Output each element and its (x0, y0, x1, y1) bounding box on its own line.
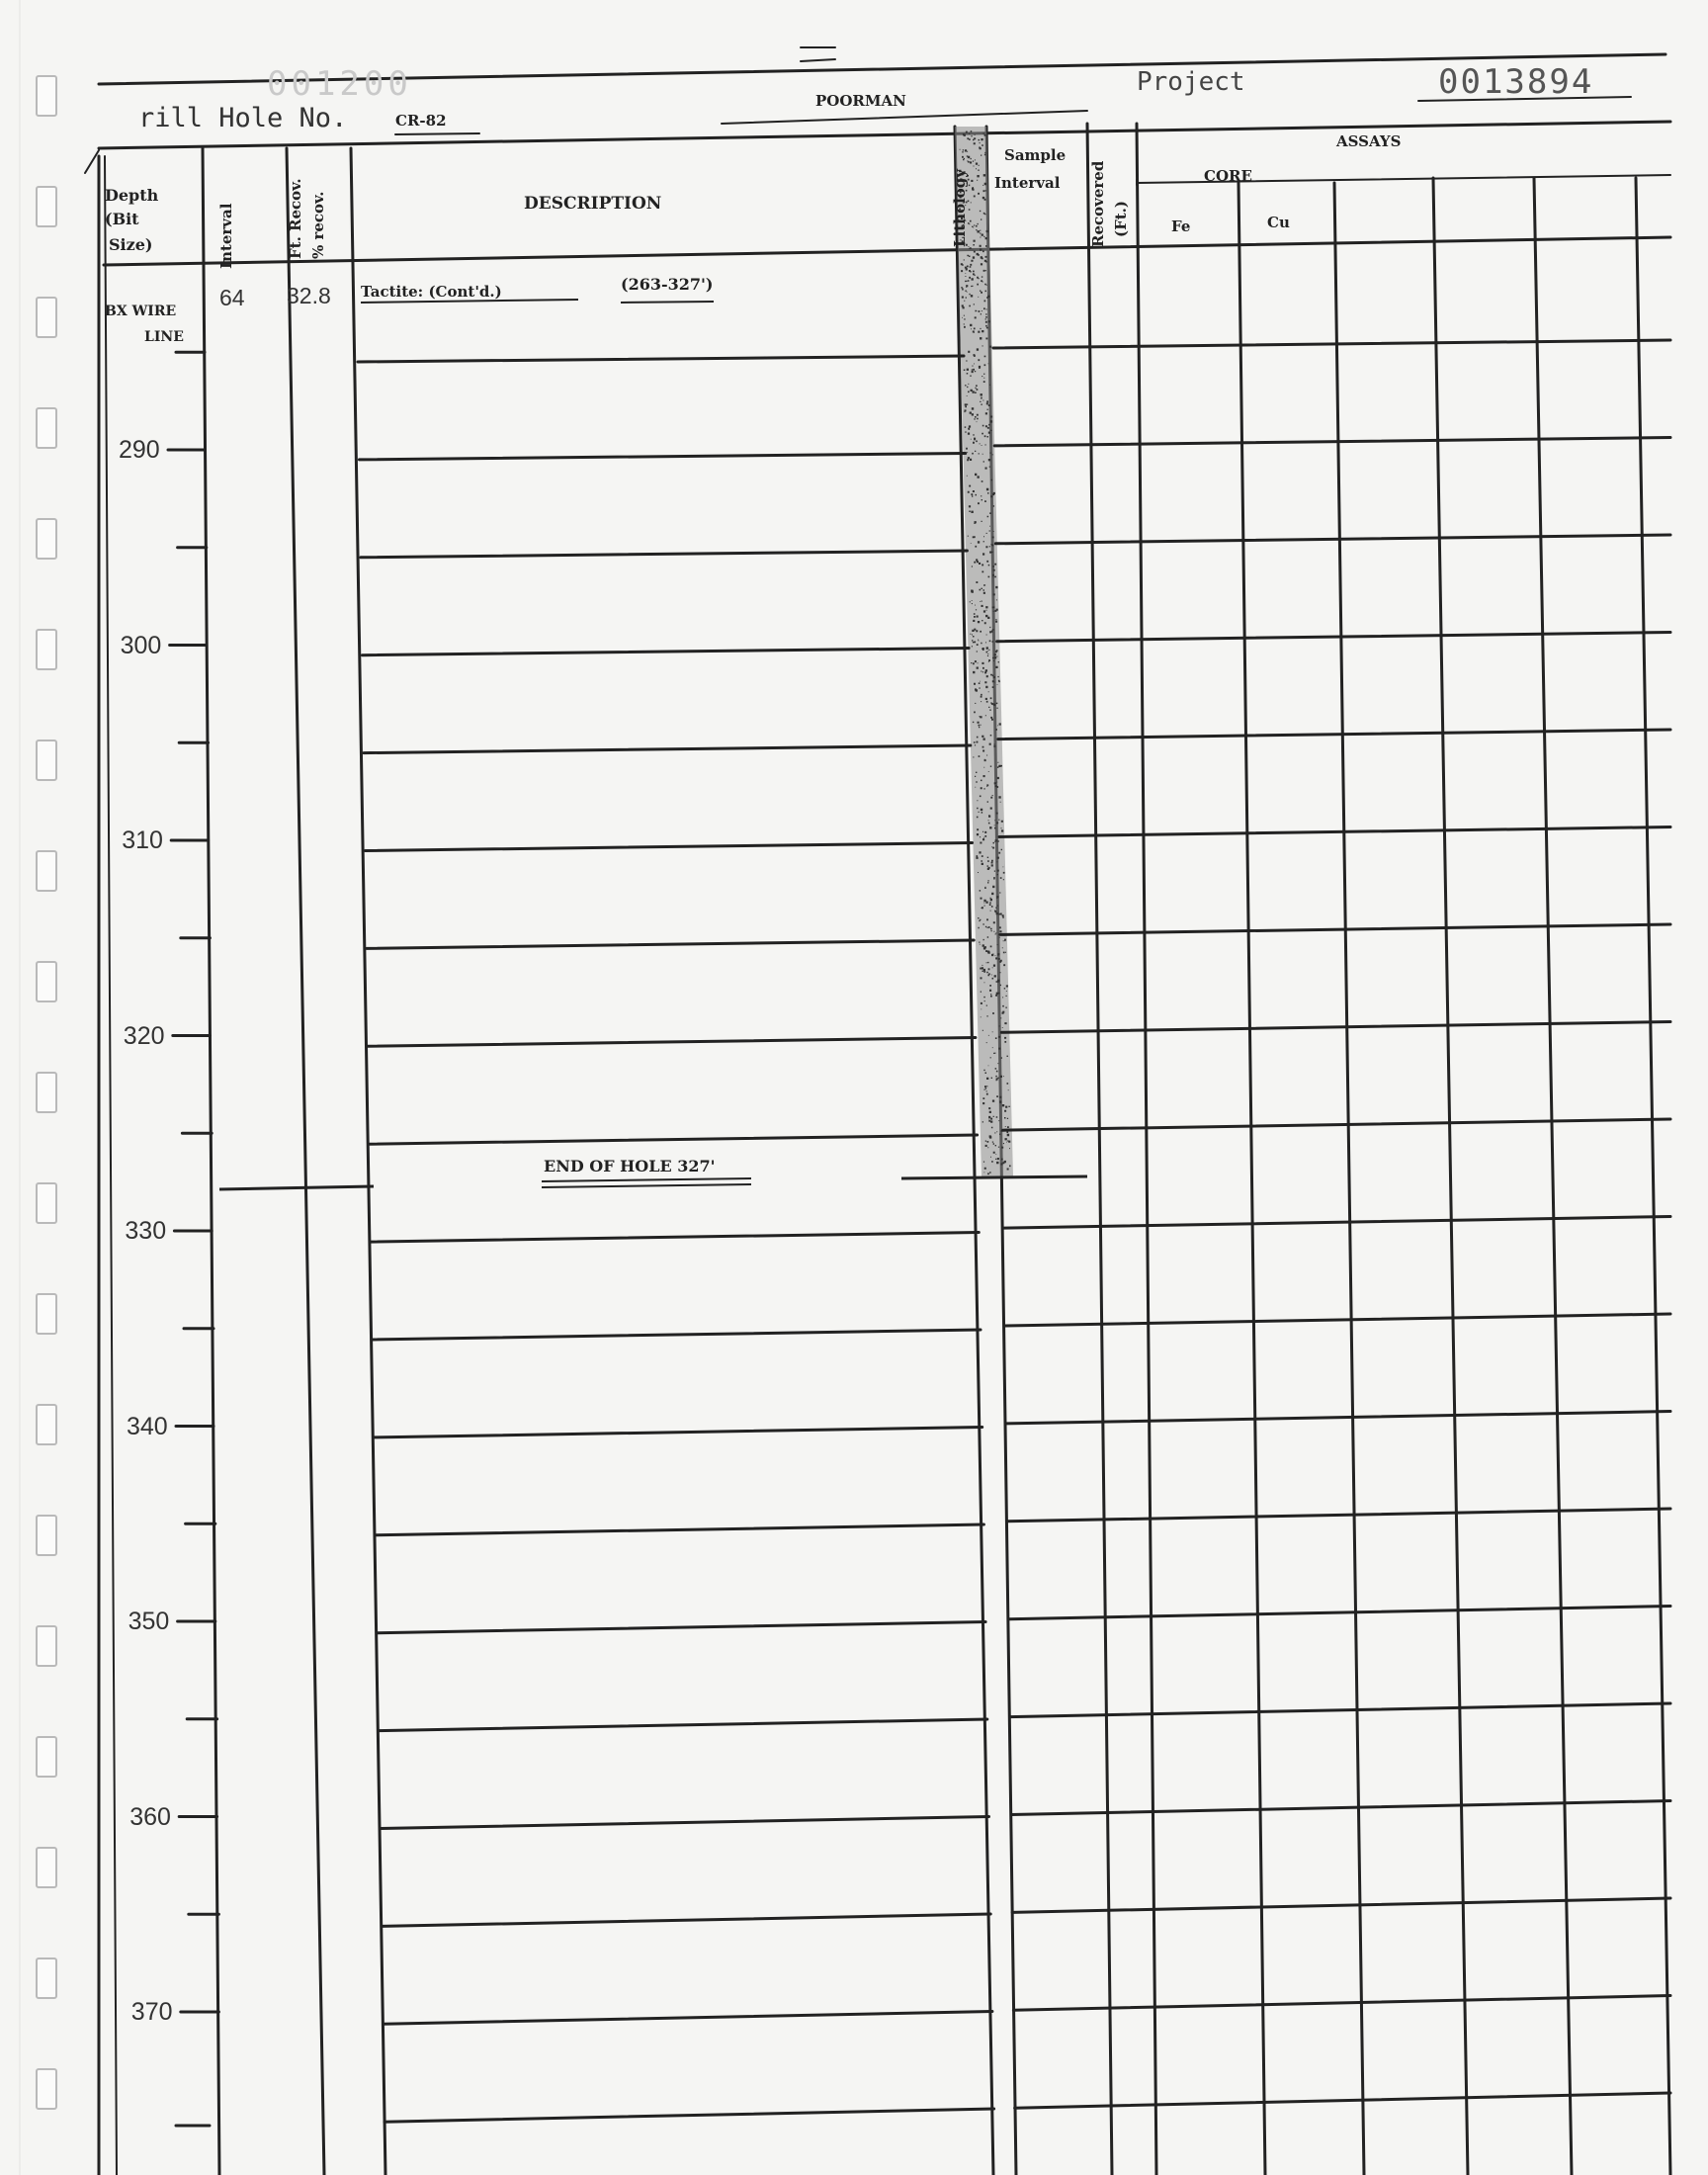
col-recovery-ft: Ft. Recov. (287, 178, 304, 259)
drill-hole-label: rill Hole No. (138, 103, 348, 133)
depth-mark: 310 (122, 826, 163, 854)
ghost-number: 001200 (267, 64, 412, 104)
col-interval: Interval (217, 203, 235, 269)
assay-row-rule (999, 827, 1670, 837)
assay-row-rule (997, 633, 1670, 642)
assay-row-rule (998, 730, 1670, 740)
depth-mark: 340 (127, 1412, 168, 1440)
description-row-rule (360, 454, 966, 460)
col-depth-line3: Size) (109, 235, 153, 254)
assay-row-rule (993, 340, 1670, 348)
description-row-rule (381, 1817, 989, 1829)
depth-mark: 290 (119, 436, 160, 464)
col-sample-interval-1: Sample (1004, 146, 1067, 164)
assay-row-rule (1009, 1607, 1670, 1619)
assay-row-rule (1011, 1801, 1670, 1815)
depth-mark: 370 (130, 1998, 173, 2026)
bit-size-line1: BX WIRE (105, 304, 177, 319)
col-cu: Cu (1267, 214, 1290, 231)
assay-row-rule (994, 438, 1670, 446)
description-row-rule (379, 1719, 987, 1731)
assay-row-rule (1005, 1314, 1670, 1326)
depth-mark: 320 (123, 1021, 165, 1050)
col-description: DESCRIPTION (524, 194, 662, 214)
description-row-rule (361, 551, 967, 558)
bit-size-line2: LINE (144, 329, 184, 345)
description-row-rule (367, 940, 974, 948)
interval-value: 64 (219, 285, 245, 310)
description-row-rule (384, 2109, 994, 2122)
document-number: 0013894 (1438, 62, 1594, 102)
project-name: POORMAN (815, 92, 906, 110)
col-core: CORE (1204, 167, 1252, 185)
drill-hole-value: CR-82 (395, 112, 447, 130)
col-sample-interval-2: Interval (994, 174, 1061, 192)
recovery-value: 32.8 (287, 283, 331, 308)
col-depth-line2: (Bit (105, 210, 139, 228)
description-range: (263-327') (621, 275, 714, 294)
assay-row-rule (1007, 1509, 1670, 1522)
assay-row-rule (1015, 2093, 1670, 2108)
description-row-rule (369, 1038, 976, 1047)
description-row-rule (370, 1135, 978, 1144)
depth-mark: 350 (128, 1608, 170, 1635)
description-row-rule (366, 843, 973, 851)
col-assays: ASSAYS (1336, 132, 1402, 150)
assay-row-rule (1000, 924, 1670, 934)
project-label: Project (1137, 67, 1245, 97)
description-row-rule (376, 1524, 983, 1535)
description-label: Tactite: (Cont'd.) (361, 283, 502, 301)
description-row-rule (364, 745, 971, 753)
description-row-rule (372, 1233, 980, 1243)
assay-row-rule (1010, 1703, 1670, 1717)
depth-mark: 360 (129, 1802, 171, 1831)
col-lithology: Lithology (951, 169, 969, 247)
assay-row-rule (1013, 1996, 1670, 2011)
col-recovered-unit: (Ft.) (1112, 201, 1130, 237)
description-row-rule (358, 356, 964, 362)
col-depth-line1: Depth (105, 186, 159, 205)
description-row-rule (382, 1914, 990, 1926)
description-row-rule (363, 649, 970, 655)
description-row-rule (384, 2012, 992, 2025)
col-recovered: Recovered (1089, 160, 1107, 247)
assay-row-rule (1003, 1119, 1670, 1130)
depth-mark: 300 (120, 631, 162, 659)
assay-row-rule (1004, 1217, 1670, 1229)
assay-row-rule (1012, 1898, 1670, 1912)
end-of-hole: END OF HOLE 327' (544, 1157, 716, 1175)
description-row-rule (378, 1622, 986, 1633)
description-row-rule (375, 1428, 982, 1437)
col-fe: Fe (1171, 218, 1191, 235)
assay-row-rule (1001, 1022, 1670, 1033)
col-recovery-pct: % recov. (309, 191, 327, 259)
assay-row-rule (995, 535, 1670, 544)
assay-row-rule (1006, 1412, 1670, 1424)
depth-mark: 330 (125, 1217, 167, 1245)
description-row-rule (373, 1330, 981, 1340)
